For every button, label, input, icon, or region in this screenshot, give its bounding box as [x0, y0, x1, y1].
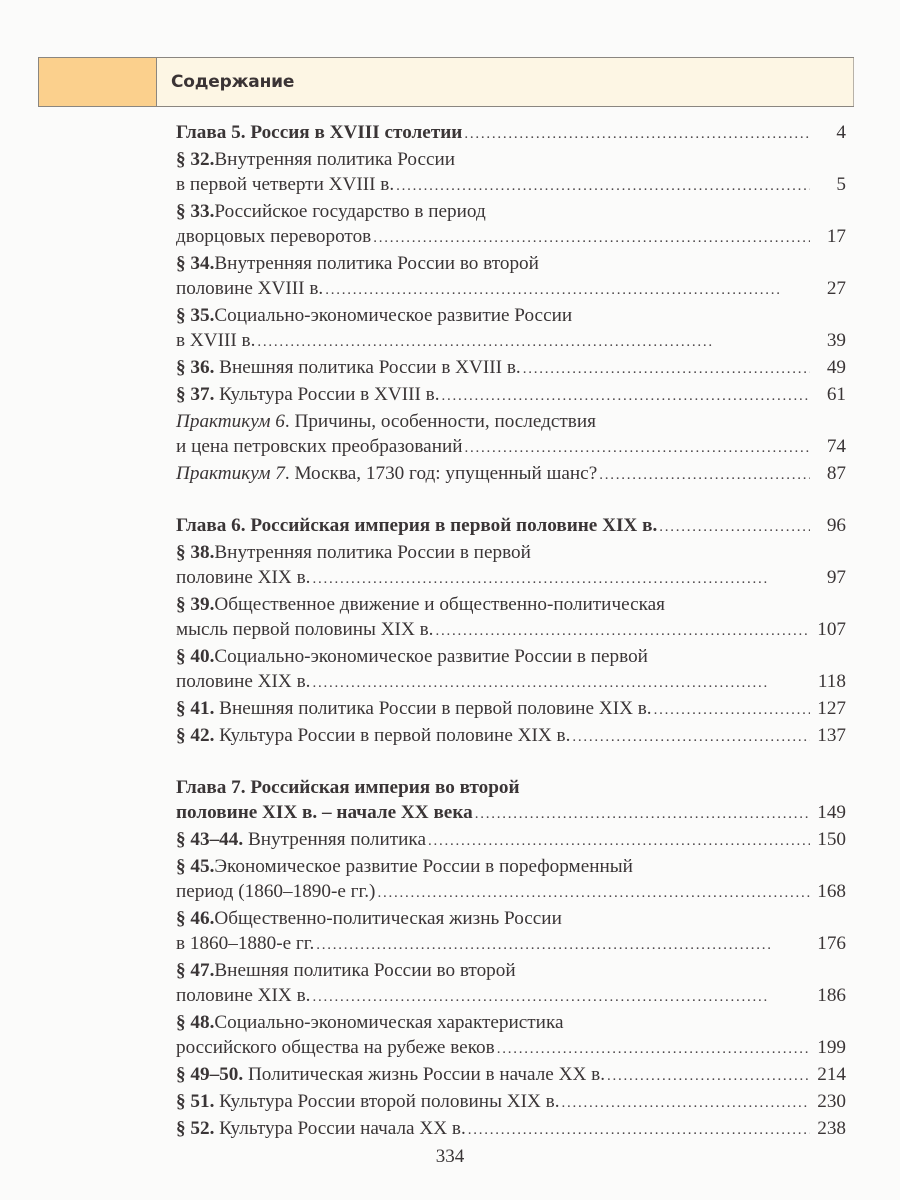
toc-line [176, 513, 846, 540]
dot-leader [497, 1037, 810, 1062]
section-number: § 52. [176, 1118, 220, 1139]
section-number: § 41. [176, 698, 220, 719]
toc-line [176, 958, 846, 983]
section-number: § 34. [176, 253, 215, 274]
toc-entry[interactable] [176, 958, 846, 1010]
chapter-heading[interactable] [176, 513, 846, 540]
page-ref[interactable]: 39 [826, 330, 846, 351]
entry-title: половине XIX в. [176, 985, 311, 1006]
entry-text [176, 434, 463, 459]
toc-entry[interactable] [176, 303, 846, 355]
toc-entry[interactable] [176, 355, 846, 382]
chapter-heading[interactable] [176, 120, 846, 147]
page-ref[interactable]: 5 [836, 174, 846, 195]
toc-line [176, 147, 846, 172]
chapter-title[interactable]: Глава 6. Российская империя в первой половине XIX в. [176, 515, 658, 536]
toc-line [176, 1062, 846, 1089]
entry-title: российского общества на рубеже веков [176, 1037, 495, 1058]
page-ref[interactable]: 97 [826, 567, 846, 588]
entry-text [176, 1035, 495, 1060]
toc-line [176, 931, 846, 958]
toc-line [176, 723, 846, 750]
entry-title: Внешняя политика России в первой половине XIX в. [219, 698, 652, 719]
dot-leader [312, 567, 810, 592]
dot-leader [396, 174, 810, 199]
dot-leader [654, 698, 810, 723]
section-number: § 49–50. [176, 1064, 248, 1085]
toc-entry[interactable] [176, 199, 846, 251]
toc-line [176, 1116, 846, 1143]
dot-leader [475, 802, 810, 827]
toc-line [176, 669, 846, 696]
toc-entry[interactable] [176, 540, 846, 592]
toc-entry[interactable] [176, 382, 846, 409]
dot-leader [523, 357, 810, 382]
entry-text [176, 120, 462, 145]
toc-line [176, 565, 846, 592]
toc-line [176, 775, 846, 800]
toc-line [176, 617, 846, 644]
toc-entry[interactable] [176, 827, 846, 854]
toc-entry[interactable] [176, 1010, 846, 1062]
chapter-heading[interactable] [176, 775, 846, 800]
entry-title: Внешняя политика России в XVIII в. [219, 357, 521, 378]
table-of-contents [176, 120, 846, 1168]
toc-line [176, 461, 846, 488]
toc-line [176, 251, 846, 276]
toc-line [176, 276, 846, 303]
entry-text [176, 1116, 466, 1141]
chapter-heading[interactable] [176, 800, 846, 827]
toc-line [176, 696, 846, 723]
toc-line [176, 303, 846, 328]
page-ref[interactable]: 118 [817, 671, 846, 692]
dot-leader [465, 436, 810, 461]
toc-entry[interactable] [176, 906, 846, 958]
dot-leader [659, 515, 810, 540]
page-ref[interactable]: 199 [817, 1037, 846, 1058]
entry-text [176, 931, 314, 956]
dot-leader [316, 933, 810, 958]
entry-title: в XVIII в. [176, 330, 256, 351]
chapter-title[interactable]: половине XIX в. – начале XX века [176, 802, 473, 823]
toc-line [176, 906, 846, 931]
entry-text [176, 328, 255, 353]
toc-line [176, 592, 846, 617]
entry-title: Внешняя политика России во второй [214, 960, 516, 981]
toc-line [176, 172, 846, 199]
toc-line [176, 854, 846, 879]
page-ref[interactable]: 49 [826, 357, 846, 378]
entry-text [176, 617, 433, 642]
dot-leader [373, 226, 810, 251]
section-number: § 39. [176, 594, 215, 615]
dot-leader [562, 1091, 810, 1116]
toc-entry[interactable] [176, 1116, 846, 1143]
entry-text [176, 565, 310, 590]
contents-header-bar [38, 57, 854, 107]
toc-entry[interactable] [176, 696, 846, 723]
toc-line [176, 827, 846, 854]
entry-title: Экономическое развитие России в пореформенный [214, 856, 633, 877]
toc-line [176, 382, 846, 409]
entry-title: Внутренняя политика [247, 829, 426, 850]
toc-entry[interactable] [176, 644, 846, 696]
entry-title: Культура России в XVIII в. [219, 384, 440, 405]
entry-text [176, 800, 473, 825]
entry-text [176, 461, 597, 486]
entry-text [176, 224, 371, 249]
chapter-block [176, 775, 846, 1143]
entry-title: в первой четверти XVIII в. [176, 174, 395, 195]
section-number: § 32. [176, 149, 215, 170]
section-number: § 40. [176, 646, 215, 667]
page-ref[interactable]: 186 [817, 985, 846, 1006]
entry-title: Внутренняя политика России [214, 149, 456, 170]
toc-line [176, 800, 846, 827]
section-number: § 46. [176, 908, 215, 929]
page-ref[interactable]: 27 [826, 278, 846, 299]
entry-text [176, 1089, 560, 1114]
dot-leader [464, 122, 810, 147]
chapter-title[interactable]: Глава 5. Россия в XVIII столетии [176, 122, 463, 143]
section-number: § 47. [176, 960, 215, 981]
dot-leader [312, 671, 810, 696]
entry-title: Культура России второй половины XIX в. [219, 1091, 560, 1112]
section-number: § 35. [176, 305, 215, 326]
page-ref[interactable]: 176 [817, 933, 846, 954]
page-ref[interactable]: 87 [826, 463, 846, 484]
entry-title: половине XVIII в. [176, 278, 324, 299]
toc-line [176, 1089, 846, 1116]
toc-line [176, 199, 846, 224]
dot-leader [435, 619, 810, 644]
entry-title: Социально-экономическое развитие России [214, 305, 573, 326]
entry-title: . Причины, особенности, последствия [284, 411, 596, 432]
header-color-block [38, 58, 157, 106]
entry-title: дворцовых переворотов [176, 226, 372, 247]
page-ref[interactable]: 127 [817, 698, 846, 719]
entry-title: Культура России в первой половине XIX в. [219, 725, 571, 746]
page-number: 334 [435, 1146, 465, 1167]
entry-text [176, 723, 570, 748]
entry-text [176, 276, 323, 301]
dot-leader [468, 1118, 810, 1143]
toc-line [176, 1035, 846, 1062]
toc-entry[interactable] [176, 723, 846, 750]
toc-line [176, 644, 846, 669]
toc-entry[interactable] [176, 251, 846, 303]
entry-text [176, 1062, 605, 1087]
toc-line [176, 540, 846, 565]
section-number: § 33. [176, 201, 215, 222]
section-number: § 36. [176, 357, 220, 378]
section-number: § 43–44. [176, 829, 248, 850]
entry-title: Российское государство в период [214, 201, 486, 222]
practicum-label: Практикум 6 [176, 411, 285, 432]
section-number: § 38. [176, 542, 215, 563]
entry-text [176, 172, 394, 197]
section-number: § 37. [176, 384, 220, 405]
entry-title: половине XIX в. [176, 567, 311, 588]
page-ref[interactable]: 168 [817, 881, 846, 902]
entry-title: Социально-экономическая характеристика [214, 1012, 564, 1033]
toc-line [176, 983, 846, 1010]
page-ref[interactable]: 17 [826, 226, 846, 247]
toc-entry[interactable] [176, 461, 846, 488]
toc-line [176, 434, 846, 461]
entry-text [176, 669, 310, 694]
toc-line [176, 120, 846, 147]
section-number: § 48. [176, 1012, 215, 1033]
header-title-area [157, 58, 854, 106]
entry-title: и цена петровских преобразований [176, 436, 463, 457]
page-ref[interactable]: 137 [817, 725, 846, 746]
chapter-title[interactable]: Глава 7. Российская империя во второй [176, 777, 520, 798]
entry-title: период (1860–1890-е гг.) [176, 881, 376, 902]
entry-title: Общественное движение и общественно-политическая [214, 594, 665, 615]
entry-text [176, 382, 440, 407]
entry-title: . Москва, 1730 год: упущенный шанс? [284, 463, 598, 484]
dot-leader [325, 278, 810, 303]
dot-leader [257, 330, 810, 355]
dot-leader [442, 384, 810, 409]
page-ref[interactable]: 61 [826, 384, 846, 405]
chapter-block [176, 513, 846, 750]
entry-title: мысль первой половины XIX в. [176, 619, 434, 640]
entry-text [176, 879, 375, 904]
page-ref[interactable]: 230 [817, 1091, 846, 1112]
dot-leader [377, 881, 810, 906]
section-number: § 45. [176, 856, 215, 877]
page-ref[interactable]: 149 [817, 802, 846, 823]
entry-title: Внутренняя политика России в первой [214, 542, 531, 563]
entry-text [176, 513, 657, 538]
chapter-block [176, 120, 846, 488]
entry-title: Внутренняя политика России во второй [214, 253, 539, 274]
practicum-label: Практикум 7 [176, 463, 285, 484]
entry-text [176, 696, 652, 721]
toc-line [176, 355, 846, 382]
section-number: § 42. [176, 725, 220, 746]
entry-text [176, 983, 310, 1008]
toc-entry[interactable] [176, 1089, 846, 1116]
toc-line [176, 1010, 846, 1035]
page-ref[interactable]: 4 [836, 122, 846, 143]
toc-entry[interactable] [176, 147, 846, 199]
toc-entry[interactable] [176, 409, 846, 461]
page-ref[interactable]: 107 [817, 619, 846, 640]
page-ref[interactable]: 238 [817, 1118, 846, 1139]
toc-entry[interactable] [176, 592, 846, 644]
page-title: Содержание [171, 72, 295, 92]
toc-line [176, 879, 846, 906]
toc-entry[interactable] [176, 854, 846, 906]
dot-leader [572, 725, 810, 750]
dot-leader [607, 1064, 810, 1089]
toc-line [176, 224, 846, 251]
toc-line [176, 409, 846, 434]
entry-title: Культура России начала XX в. [219, 1118, 466, 1139]
entry-text [176, 355, 521, 380]
page-ref[interactable]: 214 [817, 1064, 846, 1085]
page-ref[interactable]: 150 [817, 829, 846, 850]
entry-title: Общественно-политическая жизнь России [214, 908, 562, 929]
dot-leader [428, 829, 810, 854]
entry-title: Социально-экономическое развитие России в первой [214, 646, 648, 667]
dot-leader [312, 985, 810, 1010]
entry-title: в 1860–1880-е гг. [176, 933, 315, 954]
toc-line [176, 328, 846, 355]
page-ref[interactable]: 74 [826, 436, 846, 457]
section-number: § 51. [176, 1091, 220, 1112]
entry-title: половине XIX в. [176, 671, 311, 692]
entry-text [176, 827, 426, 852]
entry-title: Политическая жизнь России в начале XX в. [247, 1064, 605, 1085]
page-ref[interactable]: 96 [826, 515, 846, 536]
dot-leader [599, 463, 810, 488]
toc-entry[interactable] [176, 1062, 846, 1089]
